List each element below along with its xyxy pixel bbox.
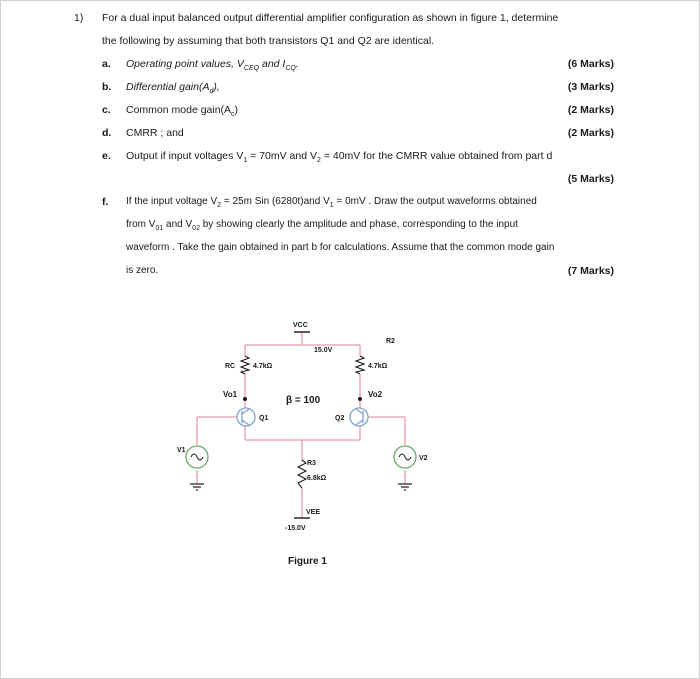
vee-label: VEE (306, 509, 321, 516)
part-f-line3: waveform . Take the gain obtained in part b for calculations. Assume that the common mode gain (126, 242, 555, 253)
r3-label: R3 (307, 460, 316, 467)
vee-value: -15.0V (285, 525, 306, 532)
part-d-text: CMRR ; and (126, 127, 184, 139)
vo2-label: Vo2 (368, 390, 383, 399)
part-f-marks: (7 Marks) (567, 265, 614, 277)
part-f-line2: from $V_{01}$ and $V_{02}$ by showing clearly the amplitude and phase, corresponding to the input (126, 219, 518, 232)
part-e-text: Output if input voltages $V_1 = 70mV$ and $V_2 = 40mV$ for the CMRR value obtained from part d (126, 150, 553, 165)
question-number: 1) (74, 12, 84, 24)
part-b-marks: (3 Marks) (567, 81, 614, 93)
part-e-label: e. (102, 150, 111, 162)
rc-label: RC (225, 363, 236, 370)
part-f-line1: If the input voltage $V_2 = 25m$ Sin (6280t)and $V_1 = 0mV$ . Draw the output waveforms obtained (126, 196, 537, 209)
vcc-value: 15.0V (314, 347, 333, 354)
part-c-label: c. (102, 104, 111, 116)
r2-value: 4.7kΩ (368, 363, 388, 370)
part-f-line4: is zero. (126, 265, 159, 276)
part-a-text: Operating point values, $V_{CEQ}$ and $I_{CQ}$. (126, 58, 299, 73)
part-b-text: Differential $gain(A_d)$, (126, 81, 220, 96)
question-intro-line2: the following by assuming that both transistors Q1 and Q2 are identical. (102, 35, 435, 47)
part-d-marks: (2 Marks) (567, 127, 614, 139)
r3-value: 6.8kΩ (307, 475, 327, 482)
q2-label: Q2 (335, 415, 345, 422)
q1-label: Q1 (259, 415, 269, 422)
rc-value: 4.7kΩ (253, 363, 273, 370)
vcc-label: VCC (293, 322, 308, 329)
part-e-marks: (5 Marks) (567, 173, 614, 185)
part-b-label: b. (102, 81, 112, 93)
part-c-marks: (2 Marks) (567, 104, 614, 116)
beta-label: β = 100 (286, 395, 321, 406)
v1-label: V1 (177, 447, 186, 454)
figure-caption: Figure 1 (288, 556, 327, 567)
part-a-marks: (6 Marks) (567, 58, 614, 70)
part-c-text: Common mode $gain(A_c)$ (126, 104, 239, 119)
r2-label: R2 (386, 338, 395, 345)
part-d-label: d. (102, 127, 112, 139)
part-f-label: f. (102, 196, 109, 208)
v2-label: V2 (419, 455, 428, 462)
vo1-label: Vo1 (223, 390, 238, 399)
question-intro-line1: For a dual input balanced output differential amplifier configuration as shown in figure 1, determine (102, 12, 559, 24)
part-a-label: a. (102, 58, 111, 70)
